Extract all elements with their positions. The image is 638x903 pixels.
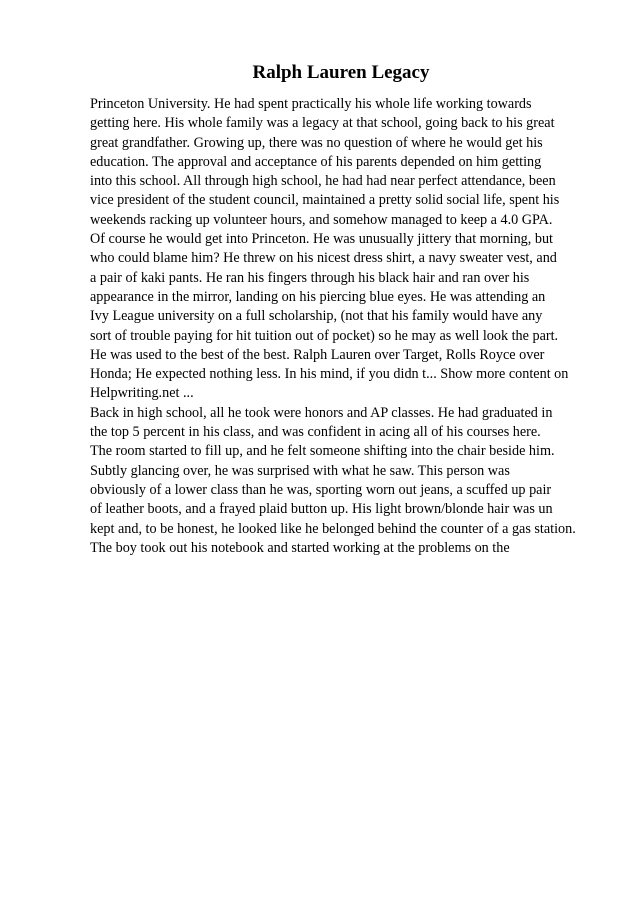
text-line: appearance in the mirror, landing on his piercing blue eyes. He was attending an — [90, 288, 546, 305]
text-line: vice president of the student council, maintained a pretty solid social life, spent his — [90, 192, 560, 209]
text-line: into this school. All through high school, he had had near perfect attendance, been — [90, 173, 556, 190]
text-line: obviously of a lower class than he was, sporting worn out jeans, a scuffed up pair — [90, 481, 552, 498]
text-line: a pair of kaki pants. He ran his fingers through his black hair and ran over his — [90, 269, 530, 286]
text-line: He was used to the best of the best. Ralph Lauren over Target, Rolls Royce over — [90, 346, 545, 363]
text-line: sort of trouble paying for hit tuition out of pocket) so he may as well look the part. — [90, 327, 559, 344]
document-title: Ralph Lauren Legacy — [252, 62, 430, 83]
text-line: education. The approval and acceptance of his parents depended on him getting — [90, 153, 542, 170]
text-line: The room started to fill up, and he felt someone shifting into the chair beside him. — [90, 443, 555, 460]
text-line: Ivy League university on a full scholarship, (not that his family would have any — [90, 308, 543, 325]
text-line: who could blame him? He threw on his nicest dress shirt, a navy sweater vest, and — [90, 250, 557, 267]
text-line: Of course he would get into Princeton. He was unusually jittery that morning, but — [90, 231, 553, 248]
text-line: Back in high school, all he took were honors and AP classes. He had graduated in — [90, 404, 553, 421]
text-line: Helpwriting.net ... — [90, 385, 194, 402]
text-line: getting here. His whole family was a legacy at that school, going back to his great — [90, 115, 555, 132]
text-line: Princeton University. He had spent practically his whole life working towards — [90, 96, 532, 112]
text-line: of leather boots, and a frayed plaid button up. His light brown/blonde hair was un — [90, 501, 553, 518]
text-line: Honda; He expected nothing less. In his mind, if you didn t... Show more content on — [90, 366, 569, 383]
text-line: The boy took out his notebook and started working at the problems on the — [90, 539, 510, 556]
text-line: Subtly glancing over, he was surprised with what he saw. This person was — [90, 462, 510, 479]
text-line: the top 5 percent in his class, and was confident in acing all of his courses here. — [90, 424, 541, 441]
text-line: kept and, to be honest, he looked like he belonged behind the counter of a gas station. — [90, 520, 576, 537]
text-line: weekends racking up volunteer hours, and somehow managed to keep a 4.0 GPA. — [90, 211, 553, 228]
text-line: great grandfather. Growing up, there was no question of where he would get his — [90, 134, 543, 151]
document-body — [90, 95, 630, 558]
